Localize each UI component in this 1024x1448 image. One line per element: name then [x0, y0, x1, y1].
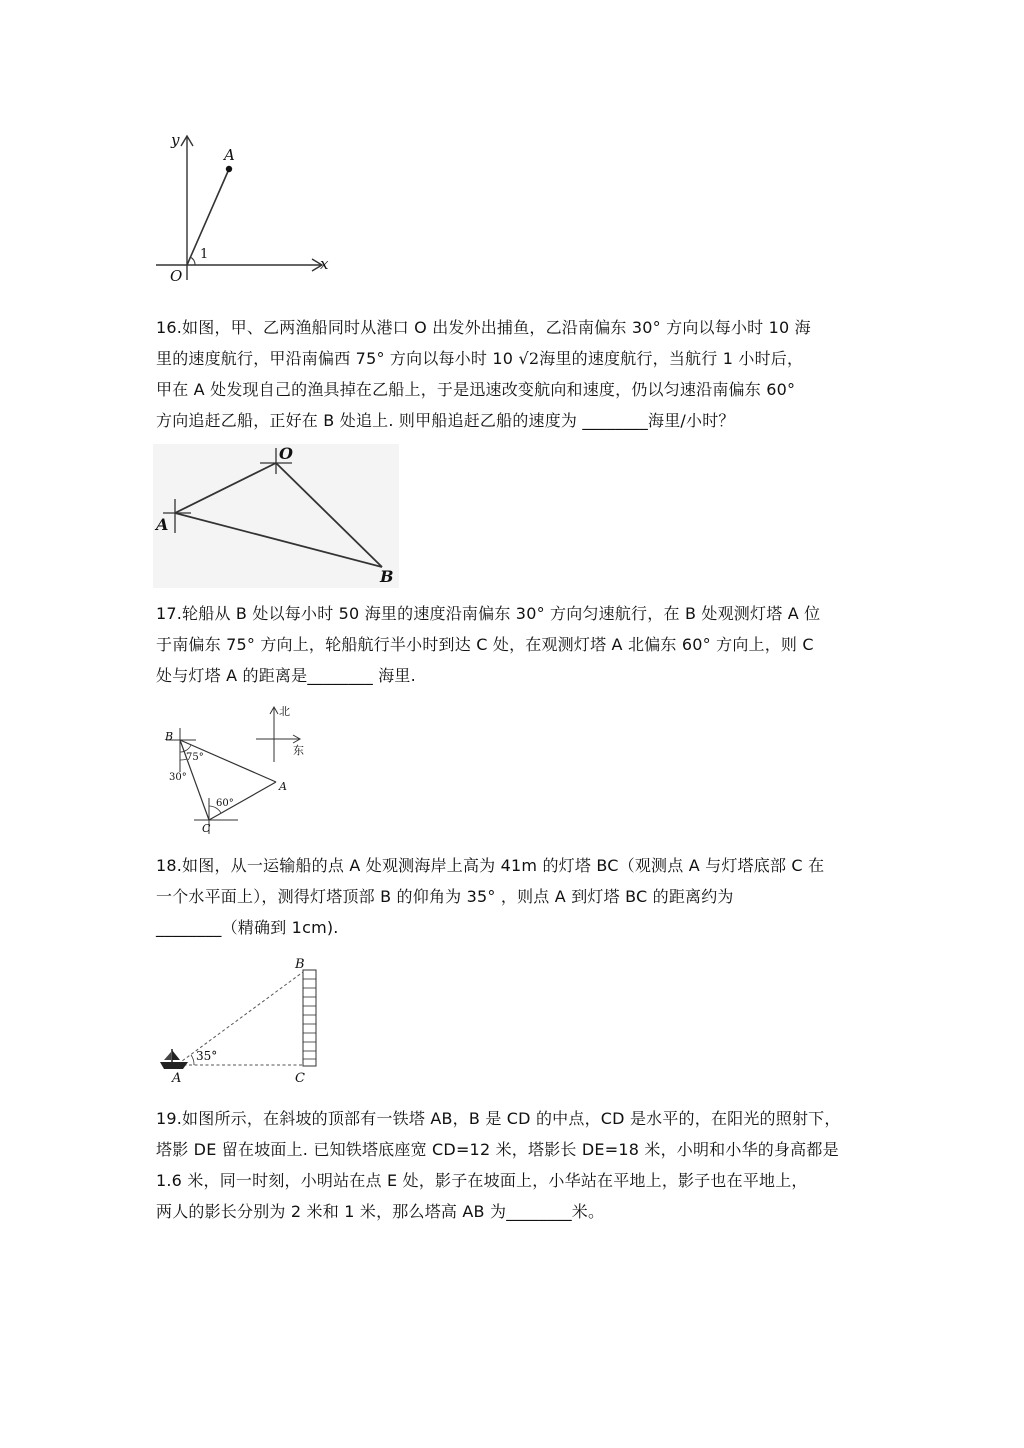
q19-line-4: 两人的影长分别为 2 米和 1 米，那么塔高 AB 为________米。 [156, 1202, 605, 1221]
figure-lighthouse-ship [160, 702, 310, 838]
point-b-label: B [165, 730, 174, 743]
figure-angle-coordinate [150, 128, 340, 288]
point-c-label: C [202, 822, 211, 835]
x-axis-label: x [320, 255, 329, 273]
question-19 [156, 1103, 876, 1227]
point-a-label: A [224, 146, 235, 164]
point-c-label: C [295, 1071, 305, 1086]
point-a-label: A [279, 780, 287, 793]
sqrt-two: √2 [518, 349, 540, 368]
north-label: 北 [279, 705, 290, 718]
figure-fishing-boats [153, 444, 399, 588]
point-b-label: B [295, 957, 305, 972]
origin-label: O [170, 267, 183, 285]
figure-elevation-angle [152, 952, 332, 1086]
east-label: 东 [293, 744, 304, 757]
ship-icon [160, 1049, 188, 1069]
q19-line-3: 1.6 米，同一时刻，小明站在点 E 处，影子在坡面上，小华站在平地上，影子也在平地上， [156, 1171, 808, 1190]
q16-line-2-b: 海里的速度航行，当航行 1 小时后， [539, 349, 804, 368]
q18-line-2: 一个水平面上），测得灯塔顶部 B 的仰角为 35° ，则点 A 到灯塔 BC 的距离约为 [156, 887, 734, 906]
q16-line-4: 方向追赶乙船，正好在 B 处追上. 则甲船追赶乙船的速度为 ________海里/小时？ [156, 411, 735, 430]
point-a [226, 166, 232, 172]
q16-line-2-a: 里的速度航行，甲沿南偏西 75° 方向以每小时 10 [156, 349, 519, 368]
q16-line-2 [156, 343, 876, 374]
q18-line-1: 18.如图，从一运输船的点 A 处观测海岸上高为 41m 的灯塔 BC（观测点 A 与灯塔底部 C 在 [156, 856, 825, 875]
point-a-label: A [172, 1071, 182, 1086]
question-18 [156, 850, 876, 943]
q18-line-3: ________（精确到 1cm). [156, 918, 339, 937]
q16-line-3: 甲在 A 处发现自己的渔具掉在乙船上，于是迅速改变航向和速度，仍以匀速沿南偏东 60° [156, 380, 796, 399]
q19-line-2: 塔影 DE 留在坡面上. 已知铁塔底座宽 CD=12 米，塔影长 DE=18 米，小明和小华的身高都是 [156, 1140, 839, 1159]
point-o-label: O [279, 444, 293, 463]
point-a-label: A [156, 515, 169, 534]
angle-1-label: 1 [200, 247, 209, 262]
angle-35-arc [191, 1055, 194, 1065]
angle-35-label: 35° [196, 1049, 218, 1063]
lighthouse-tower [303, 970, 316, 1066]
question-17 [156, 598, 876, 691]
point-b-label: B [380, 567, 394, 586]
angle-75-label: 75° [186, 752, 204, 763]
angle-30-label: 30° [169, 772, 187, 783]
question-16 [156, 312, 876, 436]
y-axis-label: y [171, 131, 180, 149]
q17-line-1: 17.轮船从 B 处以每小时 50 海里的速度沿南偏东 30° 方向匀速航行，在 B 处观测灯塔 A 位 [156, 604, 821, 623]
q17-line-3: 处与灯塔 A 的距离是________ 海里. [156, 666, 416, 685]
q16-line-1: 16.如图，甲、乙两渔船同时从港口 O 出发外出捕鱼，乙沿南偏东 30° 方向以每小时 10 海 [156, 318, 811, 337]
angle-60-label: 60° [216, 798, 234, 809]
q17-line-2: 于南偏东 75° 方向上，轮船航行半小时到达 C 处，在观测灯塔 A 北偏东 60° 方向上，则 C [156, 635, 814, 654]
q19-line-1: 19.如图所示，在斜坡的顶部有一铁塔 AB，B 是 CD 的中点，CD 是水平的，在阳光的照射下， [156, 1109, 841, 1128]
